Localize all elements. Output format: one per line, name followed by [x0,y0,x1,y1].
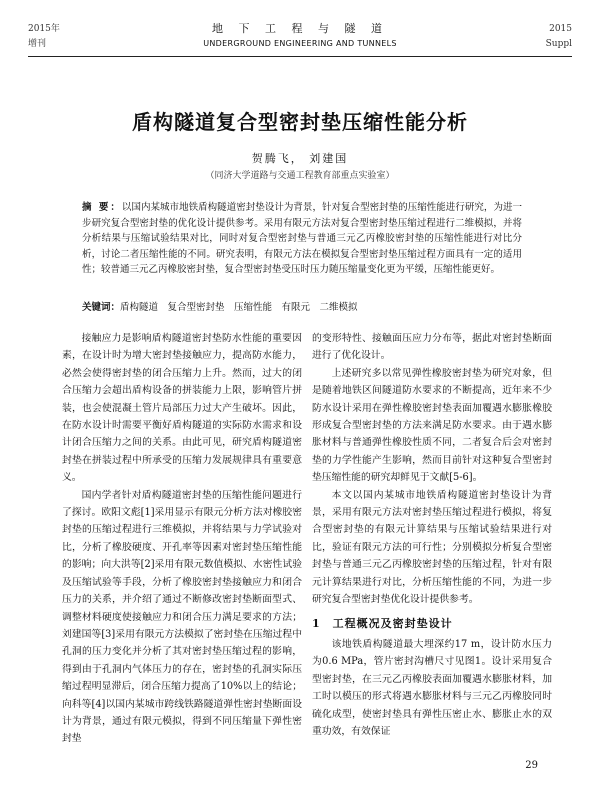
section-heading: 1 工程概况及密封垫设计 [312,616,453,630]
journal-name-en: UNDERGROUND ENGINEERING AND TUNNELS [203,39,397,48]
abstract [82,200,522,278]
affiliation: （同济大学道路与交通工程教育部重点实验室） [205,171,395,181]
paper-title: 盾构隧道复合型密封垫压缩性能分析 [132,110,468,134]
body-column-right [312,330,552,740]
header-rule [28,56,572,57]
header-issue-right: Suppl [545,39,572,49]
keywords-label: 关键词： [82,302,121,313]
journal-name-cn: 地 下 工 程 与 隧 道 [212,22,388,35]
body-column-left [62,330,302,748]
body-paragraph: 接触应力是影响盾构隧道密封垫防水性能的重要因素，在设计时为增大密封垫接触应力，提高防水能力，必然会使得密封垫的闭合压缩力上升。然而，过大的闭合压缩力会超出盾构设备的拼装能力上限，影响管片拼装，也会使混凝土管片局部压力过大产生破坏。因此，在防水设计时需要平衡好盾构隧道的实际防水需求和设计闭合压缩力之间的关系。由此可见，研究盾构隧道密封垫在拼装过程中所承受的压缩力发展规律具有重要意义。 [62,333,302,484]
header-year-right: 2015 [549,24,572,34]
page-number: 29 [525,760,538,771]
abstract-text: 以国内某城市地铁盾构隧道密封垫设计为背景，针对复合型密封垫的压缩性能进行研究，为进一步研究复合型密封垫的优化设计提供参考。采用有限元方法对复合型密封垫压缩过程进行二维模拟，并将分析结果与压缩试验结果对比，同时对复合型密封垫与普通三元乙丙橡胶密封垫的压缩性能进行对比分析，讨论二者压缩性能的不同。研究表明，有限元方法在模拟复合型密封垫压缩过程方面具有一定的适用性；较普通三元乙丙橡胶密封垫，复合型密封垫受压时压力随压缩量变化更为平缓，压缩性能更好。 [82,202,522,276]
header-year: 2015年 [28,24,60,34]
header-right [546,22,572,52]
header-left [28,22,60,52]
journal-header [150,20,450,48]
keywords [82,300,522,315]
body-paragraph: 本文以国内某城市地铁盾构隧道密封垫设计为背景，采用有限元方法对密封垫压缩过程进行模拟，将复合型密封垫的有限元计算结果与压缩试验结果进行对比，验证有限元方法的可行性；分别模拟分析复合型密封垫与普通三元乙丙橡胶密封垫的压缩过程，针对有限元计算结果进行对比，分析压缩性能的不同，为进一步研究复合型密封垫优化设计提供参考。 [312,489,552,606]
body-paragraph: 国内学者针对盾构隧道密封垫的压缩性能问题进行了探讨。欧阳文彪[1]采用显示有限元分析方法对橡胶密封垫的压缩过程进行三维模拟，并将结果与力学试验对比，分析了橡胶硬度、开孔率等因素对密封垫压缩性能的影响；向大洪等[2]采用有限元数值模拟、水密性试验及压缩试验等手段，分析了橡胶密封垫接触应力和闭合压力的关系，并介绍了通过不断修改密封垫断面型式、调整材料硬度使接触应力和闭合压力满足要求的方法；刘建国等[3]采用有限元方法模拟了密封垫在压缩过程中孔洞的压力变化并分析了其对密封垫压缩过程的影响，得到由于孔洞内气体压力的存在，密封垫的孔洞实际压缩过程明显滞后，闭合压缩力提高了10%以上的结论；向科等[4]以国内某城市跨线铁路隧道弹性密封垫断面设计为背景，通过有限元模拟，得到不同压缩量下弹性密封垫 [62,489,302,745]
body-paragraph: 该地铁盾构隧道最大埋深约17 m，设计防水压力为0.6 MPa，管片密封沟槽尺寸见图1。设计采用复合型密封垫，在三元乙丙橡胶表面加覆遇水膨胀材料，加工时以模压的形式将遇水膨胀材料与三元乙丙橡胶同时硫化成型，使密封垫具有弹性压密止水、膨胀止水的双重功效，有效保证 [312,638,552,737]
body-paragraph: 上述研究多以常见弹性橡胶密封垫为研究对象，但是随着地铁区间隧道防水要求的不断提高，近年来不少防水设计采用在弹性橡胶密封垫表面加覆遇水膨胀橡胶形成复合型密封垫的方法来满足防水要求。由于遇水膨胀材料与普通弹性橡胶性质不同，二者复合后会对密封垫的力学性能产生影响，然而目前针对这种复合型密封垫压缩性能的研究却鲜见于文献[5-6]。 [312,367,552,484]
body-paragraph: 的变形特性、接触面压应力分布等，据此对密封垫断面进行了优化设计。 [312,333,552,362]
authors: 贺腾飞， 刘建国 [251,152,349,165]
header-issue: 增刊 [28,39,47,49]
keywords-text: 盾构隧道 复合型密封垫 压缩性能 有限元 二维模拟 [120,302,358,313]
abstract-label: 摘 要： [82,202,122,213]
